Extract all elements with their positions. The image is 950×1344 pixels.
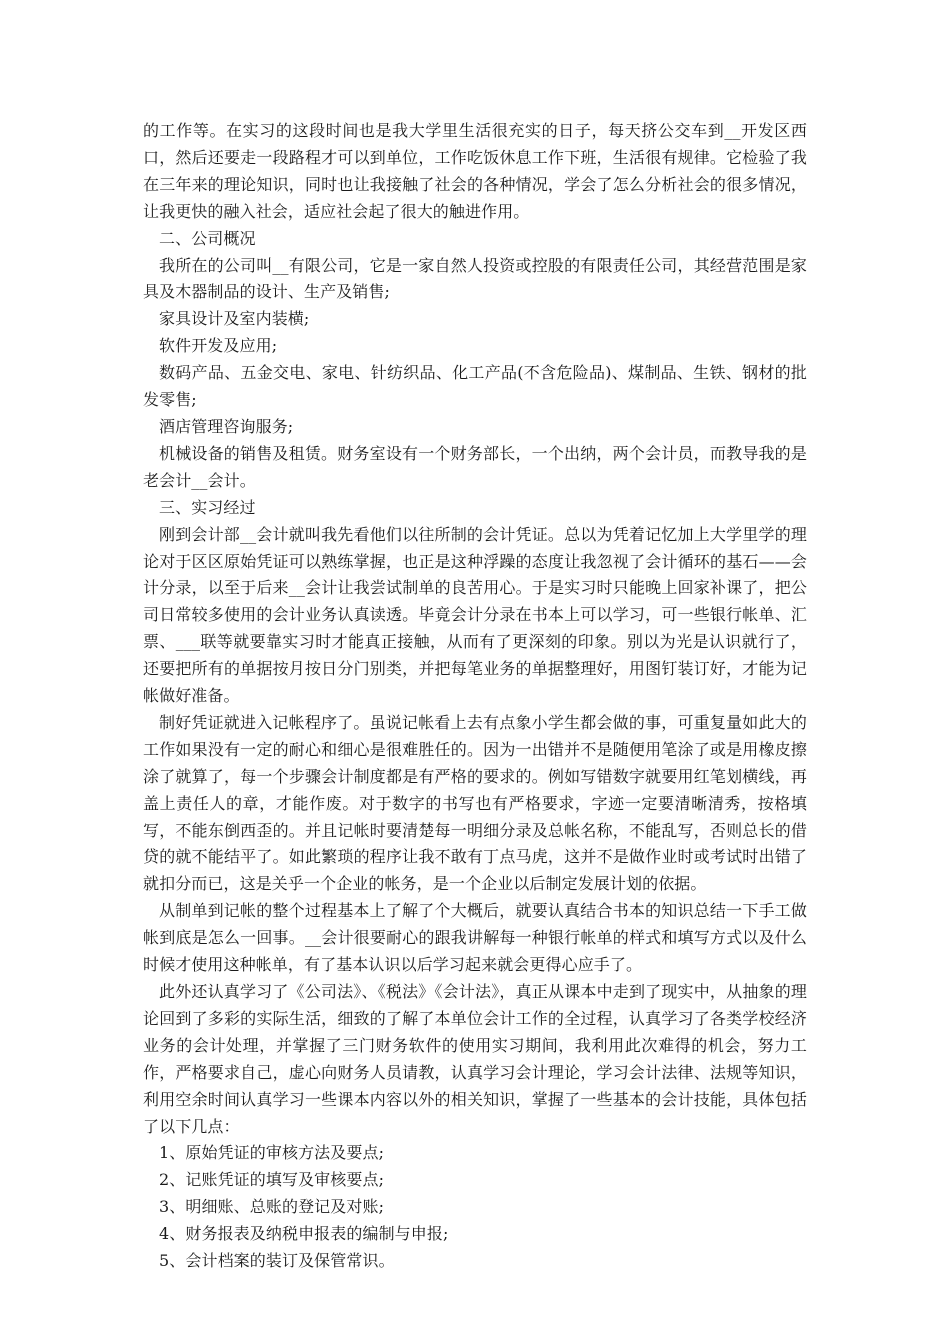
list-item: 4、财务报表及纳税申报表的编制与申报; xyxy=(159,1224,449,1244)
paragraph-vouchers: 刚到会计部__会计就叫我先看他们以往所制的会计凭证。总以为凭着记忆加上大学里学的理论对于区区原始凭证可以熟练掌握，也正是这种浮躁的态度让我忽视了会计循环的基石——会计分录，以至于后来__会计让我尝试制单的良苦用心。于是实习时只能晚上回家补课了，把公司日常较多使用的会计业务认真读透。毕竟会计分录在书本上可以学习，可一些银行帐单、汇票、___联等就要靠实习时才能真正接触，从而有了更深刻的印象。别以为光是认识就行了，还要把所有的单据按月按日分门别类，并把每笔业务的单据整理好，用图钉装订好，才能为记帐做好准备。 xyxy=(143,524,807,706)
section-heading-company-overview: 二、公司概况 xyxy=(159,228,256,248)
paragraph-business-scope-wholesale: 数码产品、五金交电、家电、针纺织品、化工产品(不含危险品)、煤制品、生铁、钢材的批发零售; xyxy=(143,363,807,410)
list-item: 5、会计档案的装订及保管常识。 xyxy=(159,1251,395,1271)
paragraph-bookkeeping: 制好凭证就进入记帐程序了。虽说记帐看上去有点象小学生都会做的事，可重复量如此大的工作如果没有一定的耐心和细心是很难胜任的。因为一出错并不是随便用笔涂了或是用橡皮擦涂了就算了，每一个步骤会计制度都是有严格的要求的。例如写错数字就要用红笔划横线，再盖上责任人的章，才能作废。对于数字的书写也有严格要求，字迹一定要清晰清秀，按格填写，不能东倒西歪的。并且记帐时要清楚每一明细分录及总帐名称，不能乱写，否则总长的借贷的就不能结平了。如此繁琐的程序让我不敢有丁点马虎，这并不是做作业时或考试时出错了就扣分而已，这是关乎一个企业的帐务，是一个企业以后制定发展计划的依据。 xyxy=(143,712,807,894)
list-item: 3、明细账、总账的登记及对账; xyxy=(159,1197,385,1217)
list-item: 1、原始凭证的审核方法及要点; xyxy=(159,1143,385,1163)
paragraph-business-scope-hotel: 酒店管理咨询服务; xyxy=(159,416,294,436)
document-page xyxy=(143,118,807,1275)
section-heading-internship-process: 三、实习经过 xyxy=(159,497,256,517)
list-item: 2、记账凭证的填写及审核要点; xyxy=(159,1170,385,1190)
paragraph-manual-accounting: 从制单到记帐的整个过程基本上了解了个大概后，就要认真结合书本的知识总结一下手工做帐到底是怎么一回事。__会计很要耐心的跟我讲解每一种银行帐单的样式和填写方式以及什么时候才使用这种帐单，有了基本认识以后学习起来就会更得心应手了。 xyxy=(143,901,807,975)
paragraph-business-scope-software: 软件开发及应用; xyxy=(159,336,278,356)
paragraph-business-scope-furniture: 家具设计及室内装横; xyxy=(159,309,310,329)
paragraph-finance-department: 机械设备的销售及租赁。财务室设有一个财务部长，一个出纳，两个会计员，而教导我的是老会计__会计。 xyxy=(143,443,807,490)
paragraph-study-laws: 此外还认真学习了《公司法》、《税法》《会计法》，真正从课本中走到了现实中，从抽象的理论回到了多彩的实际生活，细致的了解了本单位会计工作的全过程，认真学习了各类学校经济业务的会计处理，并掌握了三门财务软件的使用实习期间，我利用此次难得的机会，努力工作，严格要求自己，虚心向财务人员请教，认真学习会计理论，学习会计法律、法规等知识，利用空余时间认真学习一些课本内容以外的相关知识，掌握了一些基本的会计技能，具体包括了以下几点： xyxy=(143,982,807,1136)
paragraph-company-description: 我所在的公司叫__有限公司，它是一家自然人投资或控股的有限责任公司，其经营范围是家具及木器制品的设计、生产及销售; xyxy=(143,255,807,302)
paragraph-intro-continuation: 的工作等。在实习的这段时间也是我大学里生活很充实的日子，每天挤公交车到__开发区西口，然后还要走一段路程才可以到单位，工作吃饭休息工作下班，生活很有规律。它检验了我在三年来的理论知识，同时也让我接触了社会的各种情况，学会了怎么分析社会的很多情况，让我更快的融入社会，适应社会起了很大的触进作用。 xyxy=(143,121,807,221)
